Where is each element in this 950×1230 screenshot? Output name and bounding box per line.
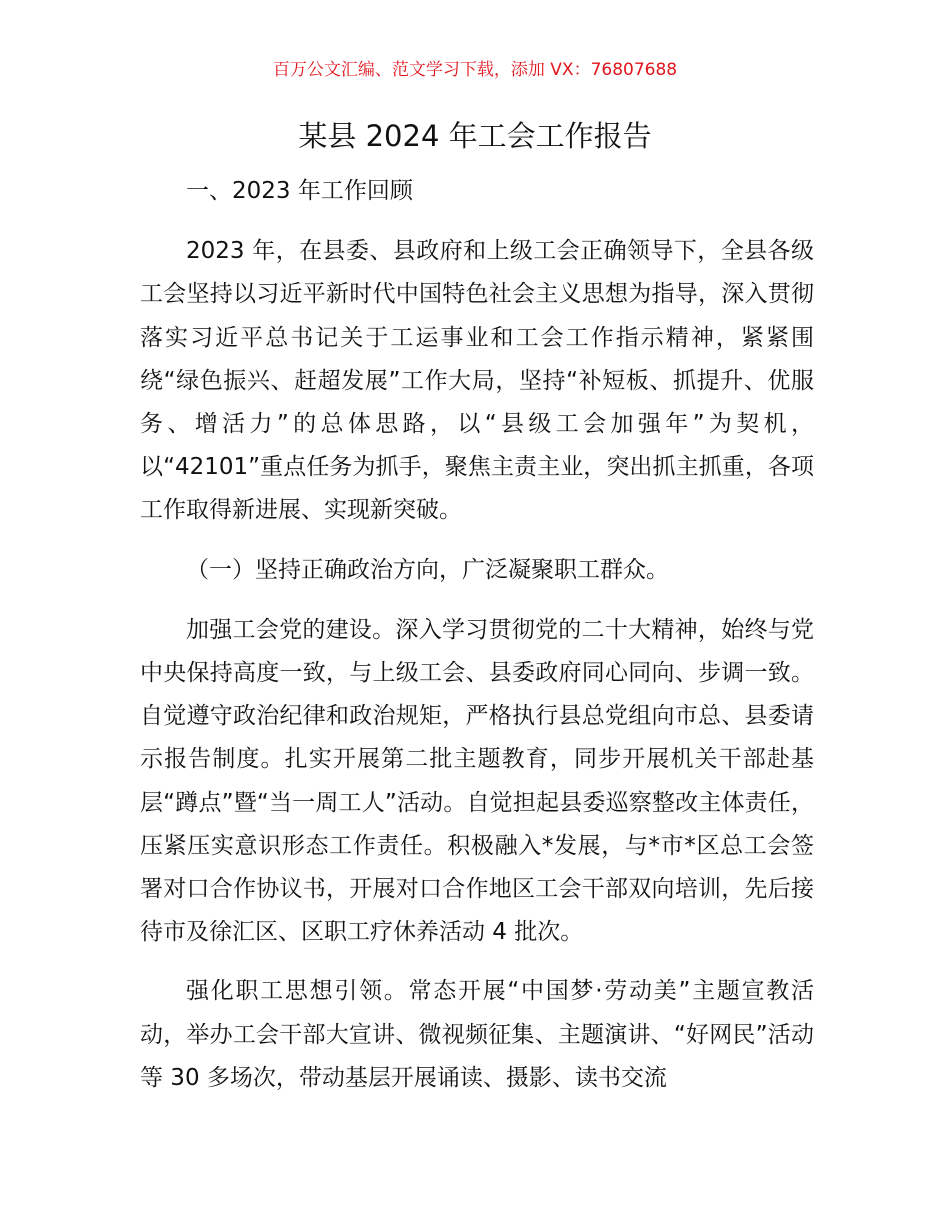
header-watermark: 百万公文汇编、范文学习下载，添加 VX：76807688 xyxy=(272,60,678,80)
document-title: 某县 2024 年工会工作报告 xyxy=(298,119,652,153)
party-building-paragraph: 加强工会党的建设。深入学习贯彻党的二十大精神，始终与党中央保持高度一致，与上级工会、县委政府同心同向、步调一致。自觉遵守政治纪律和政治规矩，严格执行县总党组向市总、县委请示报告制度。扎实开展第二批主题教育，同步开展机关干部赴基层“蹲点”暨“当一周工人”活动。自觉担起县委巡察整改主体责任，压紧压实意识形态工作责任。积极融入*发展，与*市*区总工会签署对口合作协议书，开展对口合作地区工会干部双向培训，先后接待市及徐汇区、区职工疗休养活动 4 批次。 xyxy=(140,616,814,946)
subsection-heading: （一）坚持正确政治方向，广泛凝聚职工群众。 xyxy=(186,556,669,583)
section-heading: 一、2023 年工作回顾 xyxy=(186,178,413,204)
document-body xyxy=(140,170,814,1116)
intro-paragraph: 2023 年，在县委、县政府和上级工会正确领导下，全县各级工会坚持以习近平新时代中国特色社会主义思想为指导，深入贯彻落实习近平总书记关于工运事业和工会工作指示精神，紧紧围绕“绿色振兴、赶超发展”工作大局，坚持“补短板、抓提升、优服务、增活力”的总体思路，以“县级工会加强年”为契机，以“42101”重点任务为抓手，聚焦主责主业，突出抓主抓重，各项工作取得新进展、实现新突破。 xyxy=(140,238,814,524)
ideology-paragraph: 强化职工思想引领。常态开展“中国梦·劳动美”主题宣教活动，举办工会干部大宣讲、微视频征集、主题演讲、“好网民”活动等 30 多场次，带动基层开展诵读、摄影、读书交流 xyxy=(140,978,814,1091)
